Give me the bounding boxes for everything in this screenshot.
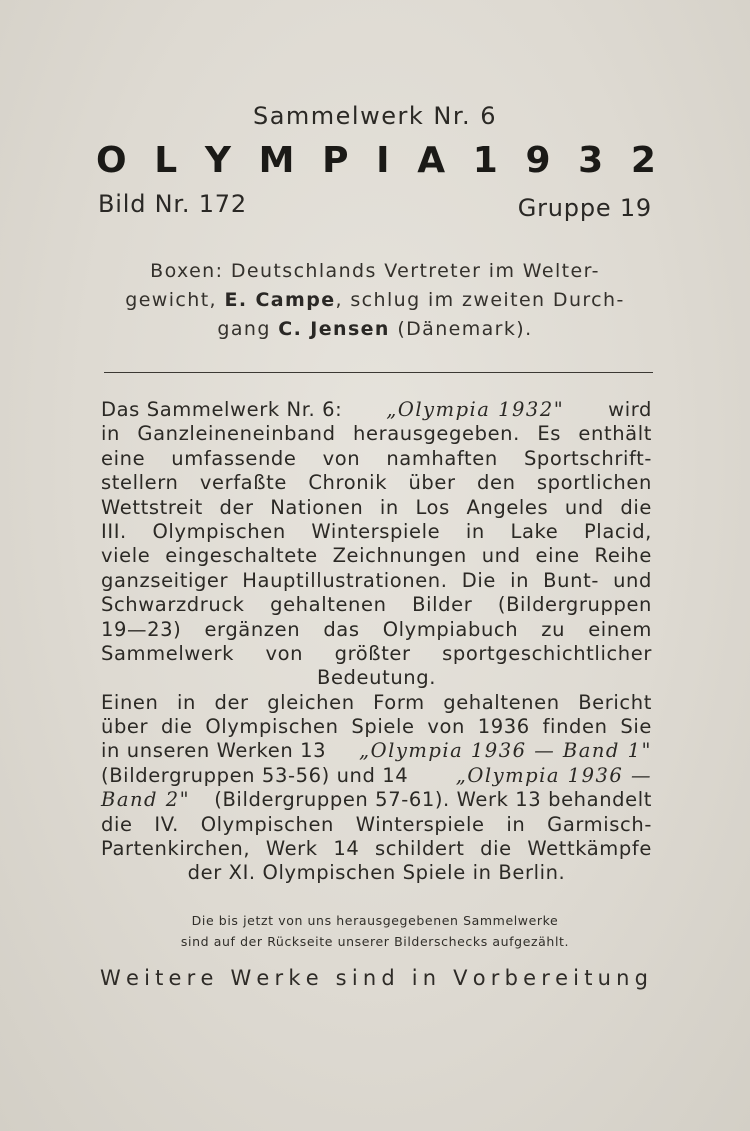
- body-line: Das Sammelwerk Nr. 6: „Olympia 1932" wird: [101, 398, 652, 421]
- body-line: in Ganzleineneinband herausgegeben. Es enthält: [101, 422, 652, 446]
- title-letter: P: [322, 140, 349, 181]
- body-line: Einen in der gleichen Form gehaltenen Bericht: [101, 690, 652, 714]
- description-text: [101, 398, 652, 886]
- body-line: (Bildergruppen 53-56) und 14 „Olympia 1936 —: [101, 763, 652, 787]
- title-letter: O: [96, 140, 127, 181]
- title-letter: Y: [204, 140, 231, 181]
- footer-announcement: W e i t e r e W e r k e s i n d i n V o r b e r e i t u n g: [100, 966, 648, 990]
- body-line: Schwarzdruck gehaltenen Bilder (Bildergruppen: [101, 593, 652, 617]
- body-line: Sammelwerk von größter sportgeschichtlicher: [101, 641, 652, 665]
- body-line: Wettstreit der Nationen in Los Angeles und die: [101, 495, 652, 519]
- body-line: Band 2" (Bildergruppen 57-61). Werk 13 behandelt: [101, 788, 652, 812]
- body-line: die IV. Olympischen Winterspiele in Garmisch-: [101, 812, 652, 836]
- body-line: Bedeutung.: [316, 666, 437, 690]
- body-line: stellern verfaßte Chronik über den sportlichen: [101, 471, 652, 495]
- picture-caption: [0, 257, 750, 344]
- main-title: [96, 140, 656, 181]
- caption-line-2: gewicht, E. Campe, schlug im zweiten Durch-: [125, 289, 625, 311]
- body-line: der XI. Olympischen Spiele in Berlin.: [187, 861, 566, 885]
- boxer-name-campe: E. Campe: [224, 289, 336, 311]
- image-number: Bild Nr. 172: [98, 190, 247, 218]
- title-letter: I: [376, 140, 390, 181]
- title-letter: L: [154, 140, 178, 181]
- body-line: eine umfassende von namhaften Sportschrift-: [101, 446, 652, 470]
- book-title-olympia-1936-band-2: „Olympia 1936 —: [455, 763, 652, 787]
- note-line-2: sind auf der Rückseite unserer Bilderschecks aufgezählt.: [180, 934, 570, 949]
- title-letter: 3: [578, 140, 604, 181]
- book-title-olympia-1936-band-1: „Olympia 1936 — Band 1": [359, 739, 652, 763]
- title-letter: 1: [472, 140, 498, 181]
- small-print-note: [0, 910, 750, 952]
- caption-line-1: Boxen: Deutschlands Vertreter im Welter-: [150, 260, 600, 282]
- book-title-olympia-1932: „Olympia 1932": [386, 398, 565, 421]
- title-letter: A: [417, 140, 446, 181]
- group-number: Gruppe 19: [517, 194, 652, 222]
- title-letter: 2: [630, 140, 656, 181]
- series-label: Sammelwerk Nr. 6: [252, 102, 498, 130]
- note-line-1: Die bis jetzt von uns herausgegebenen Sammelwerke: [191, 913, 559, 928]
- caption-line-3: gang C. Jensen (Dänemark).: [217, 318, 533, 340]
- body-line: 19—23) ergänzen das Olympiabuch zu einem: [101, 617, 652, 641]
- body-line: in unseren Werken 13 „Olympia 1936 — Band 1": [101, 739, 652, 763]
- title-letter: M: [258, 140, 295, 181]
- divider-rule: [104, 372, 653, 373]
- body-line: über die Olympischen Spiele von 1936 finden Sie: [101, 715, 652, 739]
- body-line: III. Olympischen Winterspiele in Lake Placid,: [101, 519, 652, 543]
- body-line: viele eingeschaltete Zeichnungen und eine Reihe: [101, 544, 652, 568]
- boxer-name-jensen: C. Jensen: [278, 318, 390, 340]
- title-letter: 9: [525, 140, 551, 181]
- body-line: ganzseitiger Hauptillustrationen. Die in Bunt- und: [101, 568, 652, 592]
- body-line: Partenkirchen, Werk 14 schildert die Wettkämpfe: [101, 837, 652, 861]
